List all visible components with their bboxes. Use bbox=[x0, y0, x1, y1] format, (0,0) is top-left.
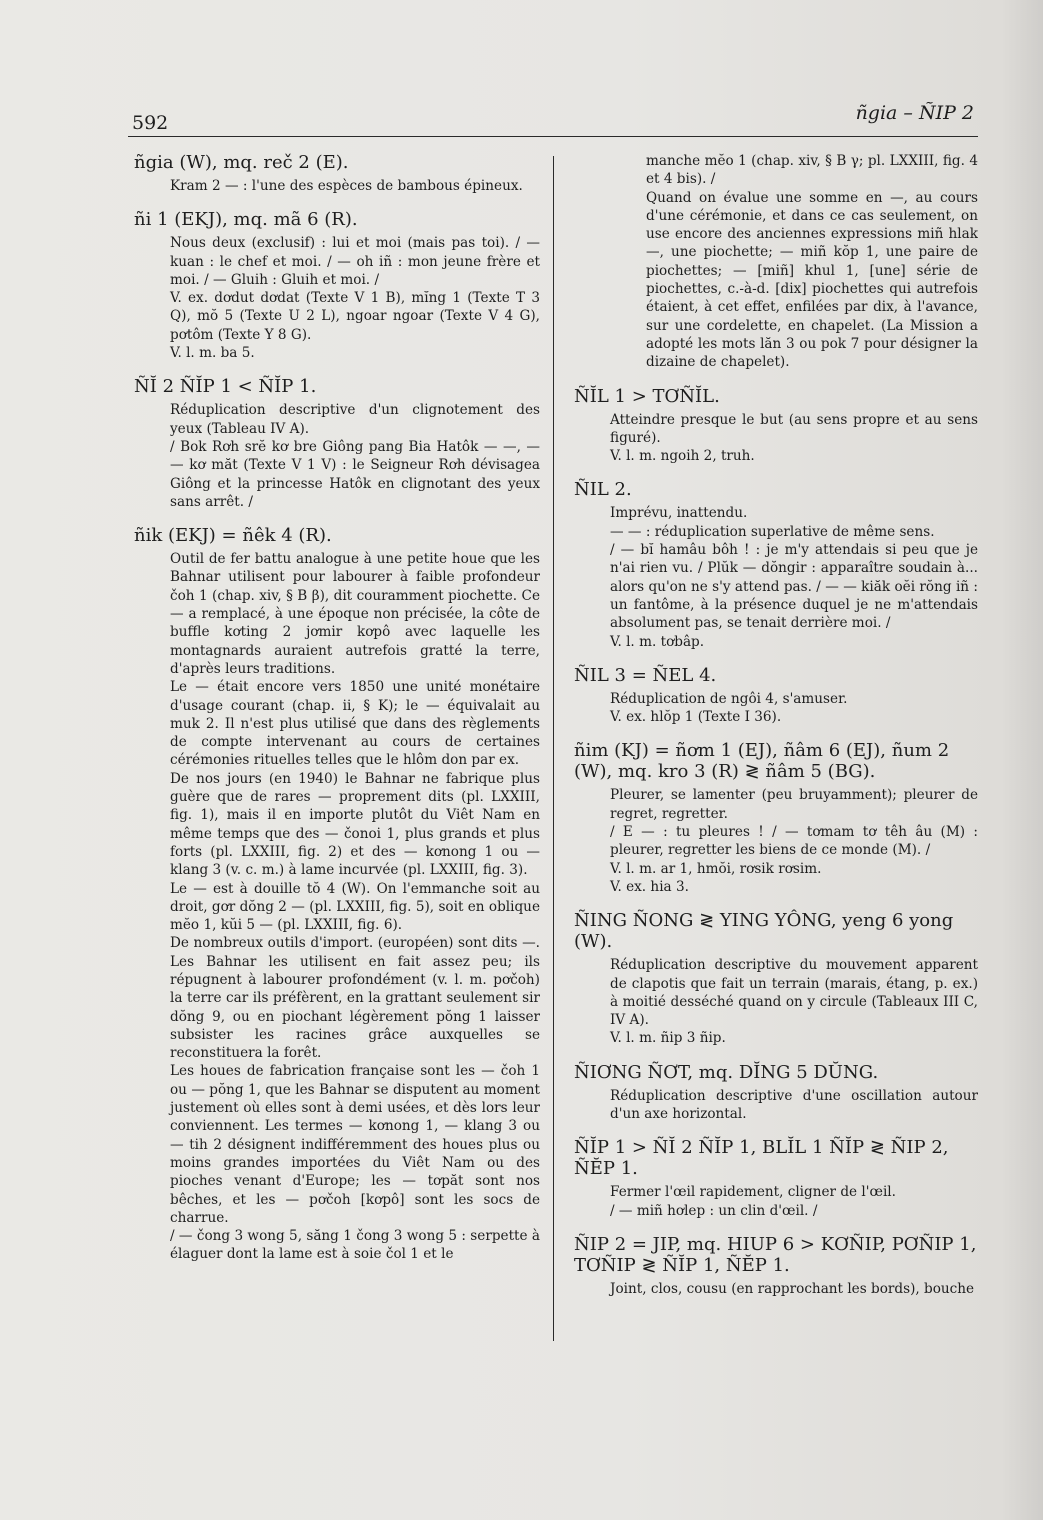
entry-headword: ñgia (W), mq. reč 2 (E). bbox=[134, 152, 349, 173]
entry-body bbox=[134, 234, 540, 362]
dictionary-entry bbox=[574, 479, 978, 650]
entry-headword: ñik (EKJ) = ñêk 4 (R). bbox=[134, 525, 332, 547]
entry-headword: ÑĬP 1 > ÑĬ 2 ÑĬP 1, BLĬL 1 ÑĬP ≷ ÑIP 2, ÑĔP 1. bbox=[574, 1137, 949, 1180]
entry-body bbox=[574, 504, 978, 650]
entry-paragraph: Le — est à douille tŏ 4 (W). On l'emmanche soit au droit, gơr dŏng 2 — (pl. LXXIII, fig. 5), soit en oblique mĕo 1, kŭi 5 — (pl. LXXIII, fig. 6). bbox=[170, 880, 540, 934]
entry-body bbox=[574, 786, 978, 896]
dictionary-entry bbox=[574, 386, 978, 466]
entry-paragraph: De nombreux outils d'import. (européen) sont dits —. Les Bahnar les utilisent en fait assez peu; ils répugnent à labourer profondément (v. l. m. pơčoh) la terre car ils préfèrent, en la grattant seulement sir dŏng 9, ou en piochant légèrement pŏng 1 laisser subsister les racines grâce auxquelles se reconstituera la forêt. bbox=[170, 935, 540, 1062]
left-column bbox=[134, 152, 540, 1357]
entry-paragraph: V. ex. hlŏp 1 (Texte I 36). bbox=[610, 709, 782, 726]
column-divider bbox=[553, 156, 554, 1341]
entry-paragraph: De nos jours (en 1940) le Bahnar ne fabrique plus guère que de rares — proprement dits (pl. LXXIII, fig. 1), mais il en importe plutôt du Viêt Nam en même temps que des — čonoi 1, plus grands et plus forts (pl. LXXIII, fig. 2) et des — kơnong 1 ou — klang 3 (v. c. m.) à lame incurvée (pl. LXXIII, fig. 3). bbox=[170, 770, 540, 879]
page-number: 592 bbox=[132, 112, 169, 134]
entry-paragraph: / Bok Rơh srĕ kơ bre Giông pang Bia Hatôk — —, — — kơ măt (Texte V 1 V) : le Seigneur Rơh dévisagea Giông et la princesse Hatôk en clignotant des yeux sans arrêt. / bbox=[170, 438, 540, 510]
page-header bbox=[128, 96, 978, 140]
entry-body bbox=[134, 177, 540, 195]
entry-paragraph: / E — : tu pleures ! / — tơmam tơ têh âu (M) : pleurer, regretter les biens de ce monde (M). / bbox=[610, 824, 978, 859]
entry-headword: ÑĬL 1 > TƠÑĬL. bbox=[574, 385, 720, 407]
entry-headword: ñi 1 (EKJ), mq. mã 6 (R). bbox=[134, 209, 358, 231]
entry-body bbox=[574, 1183, 978, 1220]
entry-paragraph: V. l. m. ar 1, hmŏi, rơsik rơsim. bbox=[610, 860, 822, 877]
entry-paragraph: Kram 2 — : l'une des espèces de bambous épineux. bbox=[170, 178, 523, 194]
entry-body bbox=[574, 1087, 978, 1124]
dictionary-entry bbox=[574, 665, 978, 727]
dictionary-entry bbox=[134, 376, 540, 511]
right-column bbox=[574, 152, 978, 1357]
entry-paragraph: / — miñ hơlep : un clin d'œil. / bbox=[610, 1202, 818, 1219]
entry-paragraph: Nous deux (exclusif) : lui et moi (mais pas toi). / — kuan : le chef et moi. / — oh iñ : mon jeune frère et moi. / — Gluih : Gluih et moi. / bbox=[170, 235, 540, 288]
entry-body bbox=[134, 401, 540, 511]
entry-paragraph: V. ex. hia 3. bbox=[610, 878, 689, 895]
dictionary-entry bbox=[134, 525, 540, 1264]
entry-headword: ÑIL 3 = ÑEL 4. bbox=[574, 664, 717, 686]
entry-paragraph: V. l. m. ñip 3 ñip. bbox=[610, 1030, 726, 1047]
entry-paragraph: — — : réduplication superlative de même sens. bbox=[610, 523, 935, 540]
entry-paragraph: Atteindre presque le but (au sens propre et au sens figuré). bbox=[610, 411, 978, 446]
entry-paragraph: V. l. m. tơbâp. bbox=[610, 633, 705, 650]
entry-body bbox=[574, 411, 978, 466]
entry-paragraph: Réduplication descriptive du mouvement apparent de clapotis que fait un terrain (marais, étang, p. ex.) à moitié desséché quand on y circule (Tableaux III C, IV A). bbox=[610, 957, 978, 1029]
entry-paragraph: / — čong 3 wong 5, săng 1 čong 3 wong 5 : serpette à élaguer dont la lame est à soie čol 1 et le bbox=[170, 1228, 540, 1263]
dictionary-entry bbox=[574, 1062, 978, 1124]
entry-headword: ÑING ÑONG ≷ YING YÔNG, yeng 6 yong (W). bbox=[574, 910, 954, 953]
dictionary-entry bbox=[574, 1234, 978, 1298]
entry-paragraph: V. ex. dơdut dơdat (Texte V 1 B), mĭng 1 (Texte T 3 Q), mŏ 5 (Texte U 2 L), ngoar ngoar (Texte V 4 G), pơtôm (Texte Y 8 G). bbox=[170, 290, 540, 343]
entry-paragraph: manche mĕo 1 (chap. xiv, § B γ; pl. LXXIII, fig. 4 et 4 bis). / bbox=[646, 153, 978, 188]
dictionary-entry bbox=[574, 1137, 978, 1220]
entry-paragraph: Réduplication descriptive d'une oscillation autour d'un axe horizontal. bbox=[610, 1087, 978, 1122]
entry-headword: ñim (KJ) = ñơm 1 (EJ), ñâm 6 (EJ), ñum 2 (W), mq. kro 3 (R) ≷ ñâm 5 (BG). bbox=[574, 740, 950, 783]
entry-body bbox=[574, 690, 978, 727]
header-rule bbox=[128, 136, 978, 137]
dictionary-entry bbox=[134, 152, 540, 195]
entry-paragraph: Réduplication de ngôi 4, s'amuser. bbox=[610, 690, 848, 707]
entry-headword: ÑIƠNG ÑƠT, mq. DĬNG 5 DŬNG. bbox=[574, 1061, 879, 1083]
entry-paragraph: Les houes de fabrication française sont les — čoh 1 ou — pŏng 1, que les Bahnar se disputent au moment justement où elles sont à demi usées, et dès lors leur conviennent. Les termes — kơnong 1, — klang 3 ou — tih 2 désignent indifféremment des houes plus ou moins grandes importées du Viêt Nam ou des pioches venant d'Europe; les — tơpăt sont nos bêches, et les — pơčoh [kơpô] sont les socs de charrue. bbox=[170, 1063, 540, 1226]
entry-paragraph: Fermer l'œil rapidement, cligner de l'œil. bbox=[610, 1184, 896, 1201]
entry-body bbox=[574, 1280, 978, 1298]
entry-headword: ÑIL 2. bbox=[574, 479, 632, 501]
entry-headword: ÑĬ 2 ÑĬP 1 < ÑĬP 1. bbox=[134, 376, 317, 398]
entry-paragraph: Réduplication descriptive d'un clignotement des yeux (Tableau IV A). bbox=[170, 402, 540, 437]
entry-paragraph: Pleurer, se lamenter (peu bruyamment); pleurer de regret, regretter. bbox=[610, 787, 978, 822]
entry-paragraph: Imprévu, inattendu. bbox=[610, 505, 748, 522]
dictionary-entry bbox=[134, 209, 540, 362]
entry-body bbox=[574, 152, 978, 372]
entry-paragraph: / — bĭ hamâu bôh ! : je m'y attendais si peu que je n'ai rien vu. / Plŭk — dŏngir : apparaître soudain à... alors qu'on ne s'y attend pas. / — — kiăk oĕi rŏng iñ : un fantôme, à la présence duquel je ne m'attendais absolument pas, se tenait derrière moi. / bbox=[610, 542, 978, 632]
entry-paragraph: Quand on évalue une somme en —, au cours d'une cérémonie, et dans ce cas seulement, on use encore des anciennes expressions miñ hlak —, une piochette; — miñ kŏp 1, une paire de piochettes; — [miñ] khul 1, [une] série de piochettes, c.-à-d. [dix] piochettes qui autrefois étaient, à cet effet, enfilées par dix, à l'avance, sur une cordelette, en chapelet. (La Mission a adopté les mots lăn 3 ou pok 7 pour désigner la dizaine de chapelet). bbox=[646, 189, 978, 371]
entry-headword: ÑIP 2 = JIP, mq. HIUP 6 > KƠÑIP, PƠÑIP 1, TƠÑIP ≷ ÑĬP 1, ÑĔP 1. bbox=[574, 1233, 977, 1276]
dictionary-entry bbox=[574, 910, 978, 1047]
entry-body bbox=[134, 550, 540, 1264]
entry-paragraph: V. l. m. ngoih 2, truh. bbox=[610, 448, 755, 465]
entry-paragraph: V. l. m. ba 5. bbox=[170, 345, 255, 362]
entry-paragraph: Le — était encore vers 1850 une unité monétaire d'usage courant (chap. ii, § K); le — équivalait au muk 2. Il n'est plus utilisé que dans des règlements de compte intervenant au cours de certaines cérémonies rituelles telles que le hlôm don par ex. bbox=[170, 679, 540, 769]
entry-paragraph: Joint, clos, cousu (en rapprochant les bords), bouche bbox=[610, 1280, 975, 1297]
running-head: ñgia – ÑIP 2 bbox=[855, 102, 974, 124]
dictionary-entry bbox=[574, 740, 978, 896]
dictionary-entry bbox=[574, 152, 978, 372]
entry-body bbox=[574, 956, 978, 1047]
entry-paragraph: Outil de fer battu analogue à une petite houe que les Bahnar utilisent pour labourer à faible profondeur čoh 1 (chap. xiv, § B β), dit couramment piochette. Ce — a remplacé, à une époque non précisée, la côte de buffle kơting 2 jơmir kơpô avec laquelle les montagnards auraient autrefois gratté la terre, d'après leurs traditions. bbox=[170, 551, 540, 677]
